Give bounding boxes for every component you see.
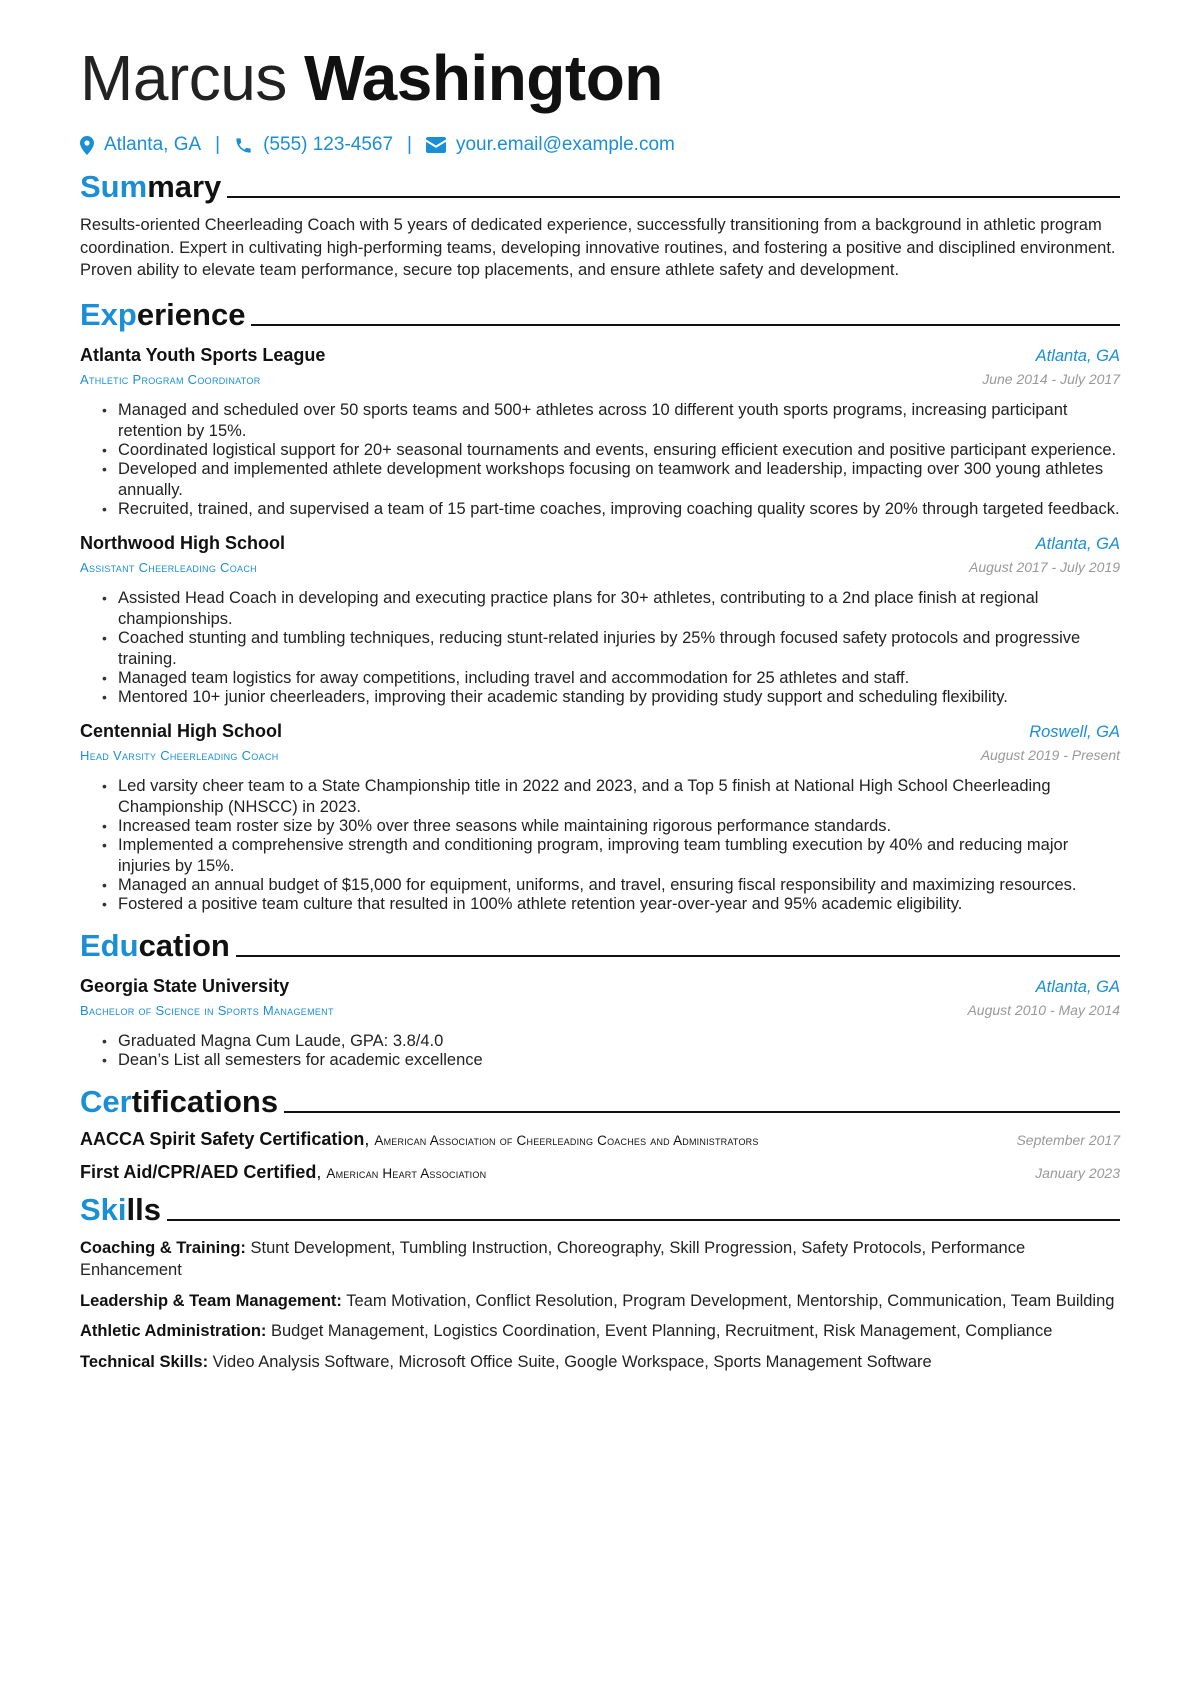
candidate-name	[80, 40, 1120, 116]
job-role: Athletic Program Coordinator	[80, 371, 261, 387]
certification-date: January 2023	[1035, 1164, 1120, 1181]
bullet-item: • Coordinated logistical support for 20+ seasonal tournaments and events, ensuring efficient execution and positive participant experience.	[118, 440, 1120, 461]
certification-name: AACCA Spirit Safety Certification	[80, 1128, 365, 1149]
skill-label: Technical Skills:	[80, 1352, 209, 1371]
job-location: Atlanta, GA	[1035, 346, 1120, 365]
skill-label: Leadership & Team Management:	[80, 1291, 342, 1310]
job-location: Roswell, GA	[1029, 722, 1120, 741]
education-entry	[80, 973, 1120, 1071]
job-dates: June 2014 - July 2017	[982, 370, 1120, 387]
job-organization: Centennial High School	[80, 720, 283, 741]
job-organization: Atlanta Youth Sports League	[80, 344, 326, 365]
experience-heading	[80, 296, 1120, 334]
education-dates: August 2010 - May 2014	[967, 1001, 1120, 1018]
first-name: Marcus	[80, 42, 287, 114]
resume-page	[80, 40, 1120, 1373]
section-rule	[227, 196, 1120, 198]
bullet-item: • Mentored 10+ junior cheerleaders, improving their academic standing by providing study support and scheduling flexibility.	[118, 687, 1120, 708]
education-title-accent: Edu	[80, 927, 139, 963]
bullet-item: • Assisted Head Coach in developing and executing practice plans for 30+ athletes, contributing to a 2nd place finish at regional championships.	[118, 588, 1120, 630]
summary-text: Results-oriented Cheerleading Coach with 5 years of dedicated experience, successfully transitioning from a background in athletic program coordination. Expert in cultivating high-performing teams, developing innovative routines, and fostering a positive and disciplined environment. Proven ability to elevate team performance, secure top placements, and ensure athlete safety and development.	[80, 216, 1116, 279]
degree-name: Bachelor of Science in Sports Management	[80, 1002, 334, 1018]
skill-values: Stunt Development, Tumbling Instruction, Choreography, Skill Progression, Safety Protocols, Performance Enhancement	[80, 1238, 1026, 1279]
bullet-item: • Dean’s List all semesters for academic excellence	[118, 1050, 1120, 1071]
bullet-item: • Coached stunting and tumbling techniques, reducing stunt-related injuries by 25% through focused safety protocols and progressive training.	[118, 628, 1120, 670]
education-title-rest: cation	[138, 927, 230, 963]
summary-title-accent: Sum	[80, 169, 148, 204]
job-role: Head Varsity Cheerleading Coach	[80, 747, 279, 763]
summary-heading	[80, 168, 1120, 206]
bullet-item: • Managed an annual budget of $15,000 for equipment, uniforms, and travel, ensuring fiscal responsibility and maximizing resources.	[118, 875, 1120, 896]
skill-group	[80, 1351, 1120, 1374]
job-dates: August 2017 - July 2019	[969, 558, 1120, 575]
bullet-item: • Recruited, trained, and supervised a team of 15 part-time coaches, improving coaching quality scores by 20% through targeted feedback.	[118, 499, 1120, 520]
certification-date: September 2017	[1016, 1131, 1120, 1148]
skill-values: Video Analysis Software, Microsoft Office Suite, Google Workspace, Sports Management Software	[212, 1352, 932, 1371]
skills-heading	[80, 1191, 1120, 1229]
skill-label: Coaching & Training:	[80, 1238, 246, 1257]
section-rule	[167, 1219, 1120, 1221]
experience-title-rest: erience	[136, 296, 246, 332]
certification-issuer: American Heart Association	[326, 1165, 487, 1181]
last-name: Washington	[304, 42, 663, 114]
certification-issuer: American Association of Cheerleading Coaches and Administrators	[374, 1132, 759, 1148]
job-organization: Northwood High School	[80, 532, 285, 553]
job-bullets	[80, 588, 1120, 708]
skill-values: Team Motivation, Conflict Resolution, Program Development, Mentorship, Communication, Team Building	[346, 1291, 1115, 1310]
contact-line	[80, 132, 1120, 158]
contact-phone[interactable]	[234, 134, 393, 156]
bullet-item: • Managed team logistics for away competitions, including travel and accommodation for 25 athletes and staff.	[118, 668, 1120, 689]
certifications-heading	[80, 1083, 1120, 1121]
certification-item: First Aid/CPR/AED Certified, American Heart Association January 2023	[80, 1161, 1120, 1182]
education-heading	[80, 927, 1120, 965]
skill-group	[80, 1237, 1120, 1282]
education-bullets	[80, 1031, 1120, 1071]
bullet-item: • Graduated Magna Cum Laude, GPA: 3.8/4.0	[118, 1031, 1120, 1052]
bullet-item: • Implemented a comprehensive strength and conditioning program, improving team tumbling execution by 40% and reducing major injuries by 15%.	[118, 835, 1120, 877]
experience-title-accent: Exp	[80, 296, 137, 332]
bullet-item: • Increased team roster size by 30% over three seasons while maintaining rigorous performance standards.	[118, 816, 1120, 837]
section-rule	[251, 324, 1120, 326]
phone-icon	[234, 136, 253, 155]
job-entry	[80, 342, 1120, 520]
section-rule	[284, 1111, 1120, 1113]
certification-item: AACCA Spirit Safety Certification, American Association of Cheerleading Coaches and Administrators September 2017	[80, 1128, 1120, 1149]
email-link: your.email@example.com	[455, 134, 675, 155]
section-rule	[236, 955, 1120, 957]
job-dates: August 2019 - Present	[980, 746, 1120, 763]
school-name: Georgia State University	[80, 975, 290, 996]
skill-values: Budget Management, Logistics Coordination, Event Planning, Recruitment, Risk Management, Compliance	[270, 1322, 1053, 1340]
skill-group	[80, 1320, 1120, 1343]
location-text: Atlanta, GA	[104, 134, 202, 155]
job-entry	[80, 530, 1120, 708]
contact-location	[80, 134, 201, 156]
certifications-title-rest: tifications	[131, 1083, 279, 1119]
job-entry	[80, 718, 1120, 915]
bullet-item: • Fostered a positive team culture that resulted in 100% athlete retention year-over-year and 95% academic eligibility.	[118, 894, 1120, 915]
skill-group	[80, 1290, 1120, 1313]
contact-email[interactable]	[426, 134, 675, 156]
certification-name: First Aid/CPR/AED Certified	[80, 1161, 317, 1182]
skills-title-rest: lls	[126, 1191, 161, 1227]
bullet-item: • Led varsity cheer team to a State Championship title in 2022 and 2023, and a Top 5 finish at National High School Cheerleading Championship (NHSCC) in 2023.	[118, 776, 1120, 818]
bullet-item: • Managed and scheduled over 50 sports teams and 500+ athletes across 10 different youth sports programs, increasing participant retention by 15%.	[118, 400, 1120, 442]
map-pin-icon	[80, 136, 94, 155]
envelope-icon	[426, 137, 446, 153]
skill-label: Athletic Administration:	[80, 1322, 267, 1340]
job-bullets	[80, 776, 1120, 915]
contact-separator: |	[407, 134, 412, 155]
certifications-title-accent: Cer	[80, 1083, 132, 1119]
contact-separator: |	[215, 134, 221, 155]
summary-title-rest: mary	[147, 169, 222, 204]
school-location: Atlanta, GA	[1035, 977, 1120, 996]
job-role: Assistant Cheerleading Coach	[80, 559, 257, 575]
skills-title-accent: Ski	[80, 1191, 127, 1227]
job-bullets	[80, 400, 1120, 520]
phone-text: (555) 123-4567	[263, 134, 394, 155]
job-location: Atlanta, GA	[1035, 534, 1120, 553]
bullet-item: • Developed and implemented athlete development workshops focusing on teamwork and leadership, impacting over 300 young athletes annually.	[118, 459, 1120, 501]
